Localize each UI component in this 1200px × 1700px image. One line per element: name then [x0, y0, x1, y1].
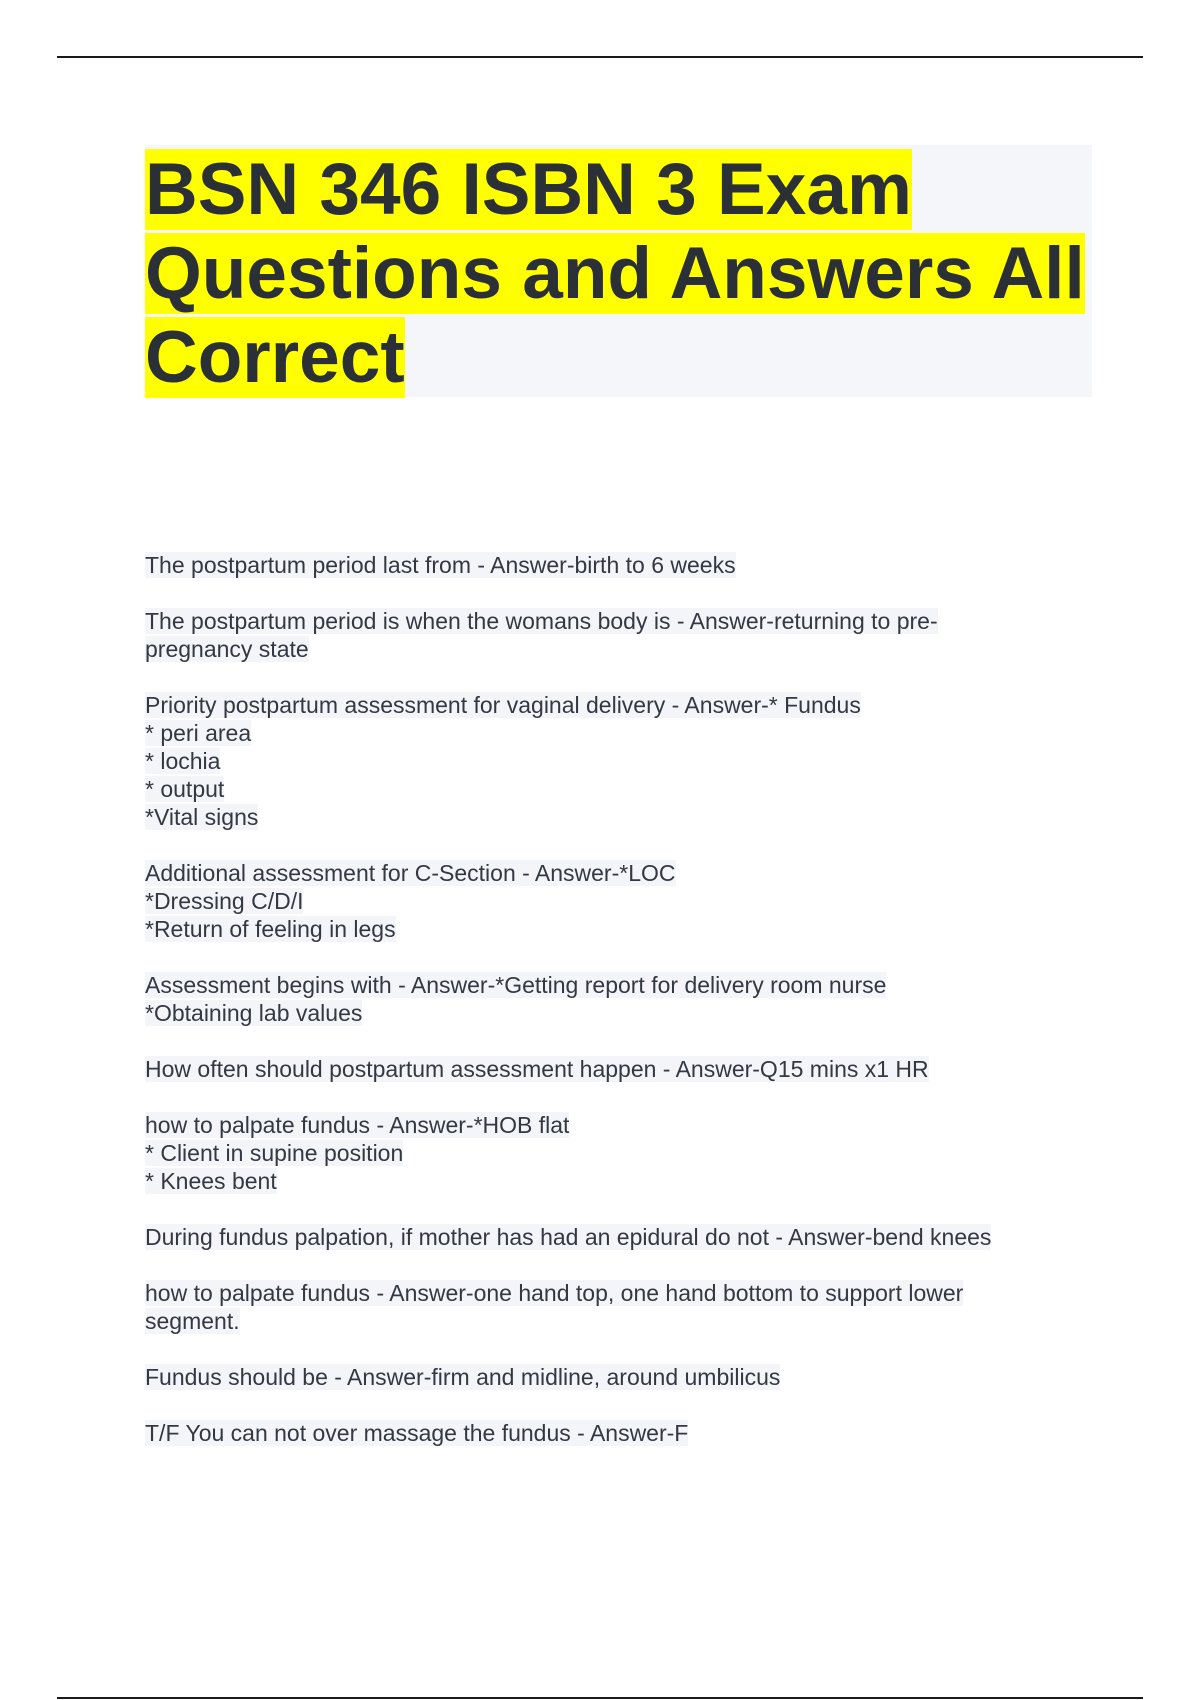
qa-line — [145, 607, 1065, 635]
qa-line-text: * Knees bent — [145, 1168, 277, 1194]
qa-line-text: *Return of feeling in legs — [145, 916, 396, 942]
title-highlight: BSN 346 ISBN 3 Exam Questions and Answers All Correct — [145, 149, 1085, 398]
qa-line — [145, 887, 1065, 915]
bottom-rule — [57, 1697, 1143, 1699]
qa-item — [145, 607, 1065, 663]
qa-line — [145, 551, 1065, 579]
qa-line-text: how to palpate fundus - Answer-one hand top, one hand bottom to support lower — [145, 1280, 964, 1306]
qa-item — [145, 1055, 1065, 1083]
qa-line-text: how to palpate fundus - Answer-*HOB flat — [145, 1112, 570, 1138]
qa-item — [145, 551, 1065, 579]
qa-line-text: pregnancy state — [145, 636, 309, 662]
qa-line — [145, 1167, 1065, 1195]
qa-line-text: *Dressing C/D/I — [145, 888, 304, 914]
qa-line — [145, 691, 1065, 719]
qa-item — [145, 1111, 1065, 1195]
qa-line-text: * output — [145, 776, 225, 802]
top-rule — [57, 56, 1143, 58]
qa-line — [145, 1419, 1065, 1447]
qa-item — [145, 1363, 1065, 1391]
qa-line — [145, 1223, 1065, 1251]
qa-line — [145, 1139, 1065, 1167]
qa-line — [145, 1363, 1065, 1391]
qa-line-text: Priority postpartum assessment for vaginal delivery - Answer-* Fundus — [145, 692, 861, 718]
qa-line-text: Fundus should be - Answer-firm and midline, around umbilicus — [145, 1364, 781, 1390]
qa-line — [145, 1055, 1065, 1083]
qa-line — [145, 1111, 1065, 1139]
qa-line-text: * lochia — [145, 748, 221, 774]
qa-line-text: During fundus palpation, if mother has had an epidural do not - Answer-bend knees — [145, 1224, 992, 1250]
qa-line — [145, 635, 1065, 663]
qa-line — [145, 747, 1065, 775]
qa-line-text: How often should postpartum assessment happen - Answer-Q15 mins x1 HR — [145, 1056, 929, 1082]
qa-line — [145, 971, 1065, 999]
qa-item — [145, 1419, 1065, 1447]
qa-line-text: *Vital signs — [145, 804, 259, 830]
qa-list — [145, 551, 1065, 1475]
qa-line — [145, 999, 1065, 1027]
qa-line — [145, 1279, 1065, 1307]
qa-line — [145, 775, 1065, 803]
document-title — [145, 148, 1092, 400]
qa-line-text: Additional assessment for C-Section - Answer-*LOC — [145, 860, 676, 886]
qa-line-text: The postpartum period is when the womans body is - Answer-returning to pre- — [145, 608, 938, 634]
qa-line-text: * Client in supine position — [145, 1140, 404, 1166]
qa-line-text: T/F You can not over massage the fundus - Answer-F — [145, 1420, 689, 1446]
qa-line — [145, 859, 1065, 887]
qa-item — [145, 691, 1065, 831]
qa-line-text: * peri area — [145, 720, 252, 746]
qa-line — [145, 915, 1065, 943]
qa-line — [145, 1307, 1065, 1335]
qa-item — [145, 859, 1065, 943]
qa-line-text: Assessment begins with - Answer-*Getting report for delivery room nurse — [145, 972, 887, 998]
qa-item — [145, 1223, 1065, 1251]
qa-line-text: The postpartum period last from - Answer-birth to 6 weeks — [145, 552, 736, 578]
qa-line-text: segment. — [145, 1308, 240, 1334]
qa-item — [145, 971, 1065, 1027]
qa-line-text: *Obtaining lab values — [145, 1000, 363, 1026]
qa-line — [145, 719, 1065, 747]
qa-line — [145, 803, 1065, 831]
qa-item — [145, 1279, 1065, 1335]
